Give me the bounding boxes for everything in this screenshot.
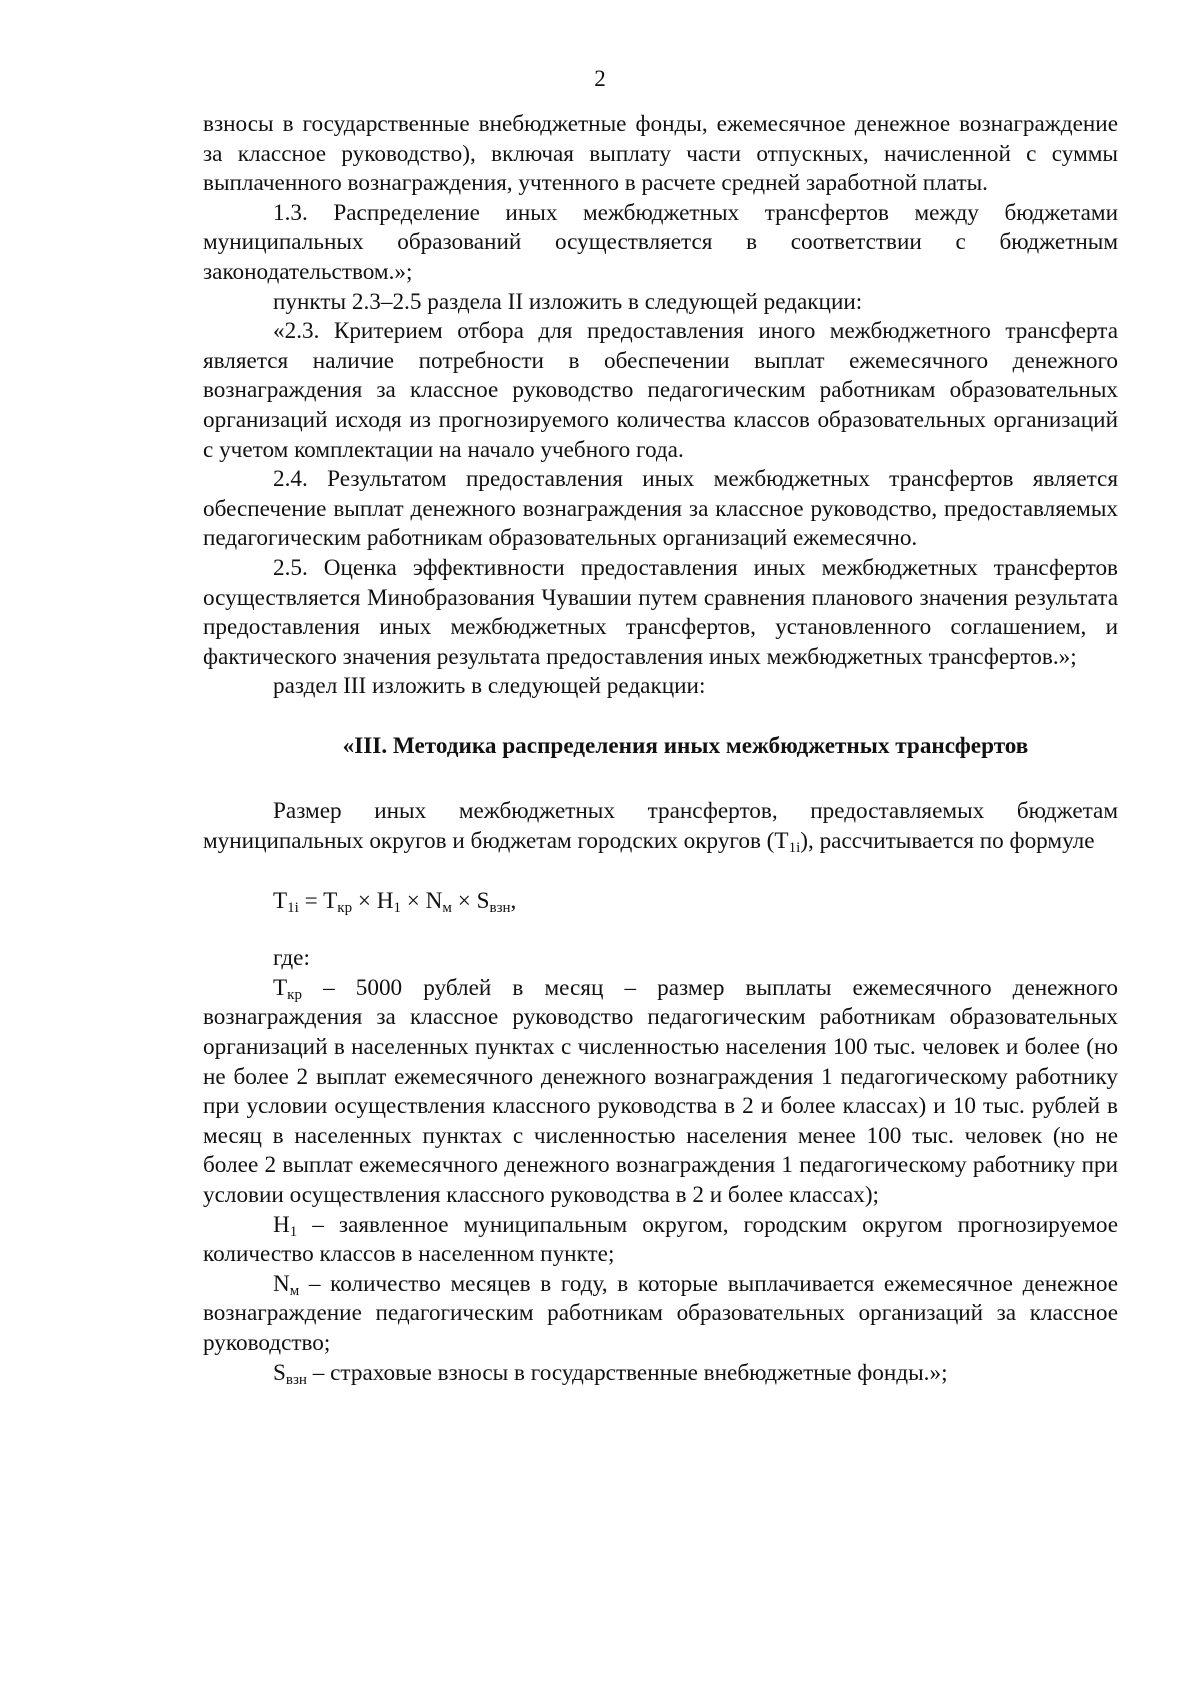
formula-n: N — [425, 887, 443, 914]
formula-times: × — [451, 887, 477, 914]
paragraph-amend-section-3: раздел III изложить в следующей редакции: — [273, 673, 706, 700]
paragraph-2-5: 2.5. Оценка эффективности предоставления иных межбюджетных трансфертов осуществляется Минобразования Чувашии путем сравнения планового значения результата предоставления иных межбюджетных трансфертов, установленного соглашением, и фактического значения результата предоставления иных межбюджетных трансфертов.»; — [203, 554, 1118, 670]
definition-h1 — [203, 1211, 1118, 1270]
def-symbol: H — [273, 1211, 290, 1238]
paragraph-2-3: «2.3. Критерием отбора для предоставления иного межбюджетного трансферта является наличие потребности в обеспечении выплат ежемесячного денежного вознаграждения за классное руководство педагогическим работникам образовательных организаций исходя из прогнозируемого количества классов образовательных организаций с учетом комплектации на начало учебного года. — [203, 318, 1118, 463]
formula-t: T — [273, 887, 288, 914]
formula-s: S — [476, 887, 490, 914]
paragraph-intro — [203, 797, 1118, 856]
formula-tkr: T — [323, 887, 338, 914]
formula-times: × — [401, 887, 426, 914]
def-subscript: 1 — [289, 1223, 298, 1240]
formula — [273, 887, 1118, 917]
def-symbol: T — [273, 974, 288, 1001]
paragraph-1-3: 1.3. Распределение иных межбюджетных трансфертов между бюджетами муниципальных образований осуществляется в соответствии с бюджетным законодательством.»; — [203, 199, 1118, 285]
paragraph-2-4: 2.4. Результатом предоставления иных межбюджетных трансфертов является обеспечение выплат денежного вознаграждения за классное руководство, предоставляемых педагогическим работникам образовательных организаций ежемесячно. — [203, 466, 1118, 552]
paragraph-amend-2-3-2-5: пункты 2.3–2.5 раздела II изложить в следующей редакции: — [273, 288, 863, 315]
paragraph-continuation: взносы в государственные внебюджетные фонды, ежемесячное денежное вознаграждение за классное руководство), включая выплату части отпускных, начисленной с суммы выплаченного вознаграждения, учтенного в расчете средней заработной платы. — [203, 111, 1118, 197]
formula-s-sub: взн — [489, 899, 511, 916]
intro-subscript: 1i — [788, 840, 801, 857]
def-text: – заявленное муниципальным округом, городским округом прогнозируемое количество классов в населенном пункте; — [203, 1211, 1118, 1268]
formula-t-sub: 1i — [287, 899, 299, 916]
formula-h: H — [376, 887, 394, 914]
definition-nm — [203, 1270, 1118, 1359]
intro-tail: ), рассчитывается по формуле — [800, 828, 1095, 855]
formula-end: , — [510, 887, 517, 914]
intro-text: Размер иных межбюджетных трансфертов, предоставляемых бюджетам муниципальных округов и бюджетам городских округов (T — [203, 798, 1118, 855]
formula-times: × — [352, 887, 377, 914]
document-body — [203, 110, 1118, 1388]
formula-eq: = — [298, 887, 324, 914]
where-label: где: — [273, 945, 310, 972]
def-subscript: кр — [287, 986, 302, 1003]
def-text: – страховые взносы в государственные внебюджетные фонды.»; — [306, 1359, 948, 1386]
def-symbol: S — [273, 1359, 286, 1386]
section-heading: «III. Методика распределения иных межбюджетных трансфертов — [342, 732, 1029, 759]
def-text: – количество месяцев в году, в которые выплачивается ежемесячное денежное вознаграждение педагогическим работникам образовательных организаций за классное руководство; — [203, 1270, 1118, 1356]
formula-tkr-sub: кр — [337, 899, 353, 916]
def-subscript: взн — [285, 1371, 307, 1388]
def-text: – 5000 рублей в месяц – размер выплаты ежемесячного денежного вознаграждения за классное руководство педагогическим работникам образовательных организаций в населенных пунктах с численностью населения 100 тыс. человек и более (но не более 2 выплат ежемесячного денежного вознаграждения 1 педагогическому работнику при условии осуществления классного руководства в 2 и более классах) и 10 тыс. рублей в месяц в населенных пунктах с численностью населения менее 100 тыс. человек (но не более 2 выплат ежемесячного денежного вознаграждения 1 педагогическому работнику при условии осуществления классного руководства в 2 и более классах); — [203, 974, 1118, 1208]
def-subscript: м — [289, 1282, 300, 1299]
formula-n-sub: м — [442, 899, 452, 916]
def-symbol: N — [273, 1270, 290, 1297]
definition-svzn — [203, 1359, 1118, 1389]
definition-tkr — [203, 974, 1118, 1211]
formula-h-sub: 1 — [393, 899, 401, 916]
page-number: 2 — [594, 66, 606, 91]
